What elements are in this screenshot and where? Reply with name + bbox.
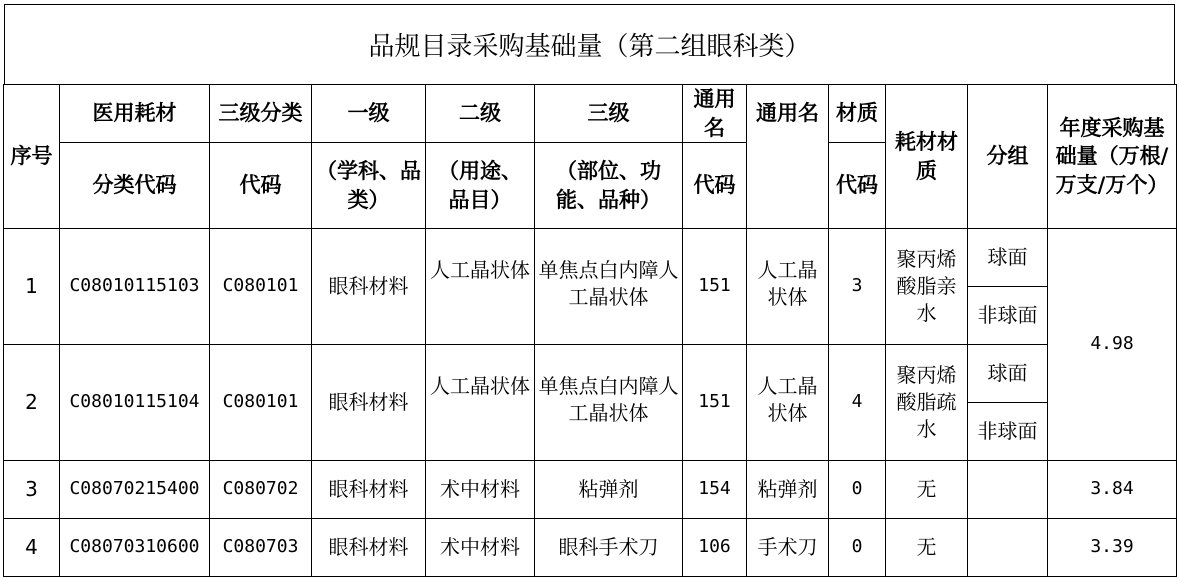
cell-group-2[interactable]: 非球面 [968, 287, 1048, 345]
cell-code[interactable]: C08070310600 [60, 519, 210, 577]
cell-material[interactable]: 无 [886, 461, 968, 519]
cell-group[interactable] [968, 461, 1048, 519]
header-gname[interactable]: 通用名 [747, 85, 829, 229]
header-mat-bottom[interactable]: 代码 [829, 143, 886, 229]
cell-gcode[interactable]: 154 [683, 461, 747, 519]
table-row [4, 229, 1177, 287]
cell-qty-merged[interactable]: 4.98 [1048, 229, 1177, 461]
data-table [3, 84, 1177, 577]
cell-mcode[interactable]: 4 [829, 345, 886, 461]
cell-gname[interactable]: 人工晶状体 [747, 229, 829, 345]
table-row [4, 345, 1177, 403]
cell-lv3[interactable]: 眼科手术刀 [535, 519, 683, 577]
cell-gcode[interactable]: 151 [683, 229, 747, 345]
cell-l3[interactable]: C080101 [210, 229, 312, 345]
cell-mcode[interactable]: 0 [829, 461, 886, 519]
cell-l3[interactable]: C080101 [210, 345, 312, 461]
cell-seq[interactable]: 3 [4, 461, 60, 519]
cell-gcode[interactable]: 151 [683, 345, 747, 461]
cell-seq[interactable]: 1 [4, 229, 60, 345]
header-material[interactable]: 耗材材质 [886, 85, 968, 229]
header-lv2-bottom[interactable]: （用途、品目） [426, 143, 535, 229]
cell-lv1[interactable]: 眼科材料 [312, 345, 426, 461]
header-lv1-top[interactable]: 一级 [312, 85, 426, 143]
cell-qty[interactable]: 3.39 [1048, 519, 1177, 577]
cell-lv3[interactable]: 单焦点白内障人工晶状体 [535, 229, 683, 345]
table-row [4, 461, 1177, 519]
cell-material[interactable]: 聚丙烯酸脂亲水 [886, 229, 968, 345]
cell-mcode[interactable]: 3 [829, 229, 886, 345]
cell-lv2[interactable]: 人工晶状体 [426, 345, 535, 461]
cell-lv2[interactable]: 术中材料 [426, 461, 535, 519]
sheet-title: 品规目录采购基础量（第二组眼科类） [4, 4, 1175, 84]
cell-gname[interactable]: 粘弹剂 [747, 461, 829, 519]
cell-l3[interactable]: C080702 [210, 461, 312, 519]
cell-lv1[interactable]: 眼科材料 [312, 229, 426, 345]
header-seq[interactable]: 序号 [4, 85, 60, 229]
cell-code[interactable]: C08070215400 [60, 461, 210, 519]
cell-qty[interactable]: 3.84 [1048, 461, 1177, 519]
cell-group-1[interactable]: 球面 [968, 229, 1048, 287]
cell-group[interactable] [968, 519, 1048, 577]
cell-mcode[interactable]: 0 [829, 519, 886, 577]
cell-gname[interactable]: 手术刀 [747, 519, 829, 577]
cell-lv3[interactable]: 粘弹剂 [535, 461, 683, 519]
header-lv3-top[interactable]: 三级 [535, 85, 683, 143]
cell-l3[interactable]: C080703 [210, 519, 312, 577]
header-gen-top[interactable]: 通用名 [683, 85, 747, 143]
cell-lv1[interactable]: 眼科材料 [312, 461, 426, 519]
table-row [4, 519, 1177, 577]
cell-lv2[interactable]: 术中材料 [426, 519, 535, 577]
header-row-1 [4, 85, 1177, 143]
cell-lv2[interactable]: 人工晶状体 [426, 229, 535, 345]
cell-seq[interactable]: 4 [4, 519, 60, 577]
header-lv2-top[interactable]: 二级 [426, 85, 535, 143]
cell-lv1[interactable]: 眼科材料 [312, 519, 426, 577]
cell-lv3[interactable]: 单焦点白内障人工晶状体 [535, 345, 683, 461]
cell-gname[interactable]: 人工晶状体 [747, 345, 829, 461]
cell-code[interactable]: C08010115103 [60, 229, 210, 345]
cell-code[interactable]: C08010115104 [60, 345, 210, 461]
header-gen-bottom[interactable]: 代码 [683, 143, 747, 229]
header-l3-bottom[interactable]: 代码 [210, 143, 312, 229]
cell-material[interactable]: 无 [886, 519, 968, 577]
cell-group-1[interactable]: 球面 [968, 345, 1048, 403]
header-l3-top[interactable]: 三级分类 [210, 85, 312, 143]
cell-material[interactable]: 聚丙烯酸脂疏水 [886, 345, 968, 461]
header-med-bottom[interactable]: 分类代码 [60, 143, 210, 229]
header-med-top[interactable]: 医用耗材 [60, 85, 210, 143]
header-lv1-bottom[interactable]: （学科、品类） [312, 143, 426, 229]
header-group[interactable]: 分组 [968, 85, 1048, 229]
cell-group-2[interactable]: 非球面 [968, 403, 1048, 461]
header-mat-top[interactable]: 材质 [829, 85, 886, 143]
cell-gcode[interactable]: 106 [683, 519, 747, 577]
cell-seq[interactable]: 2 [4, 345, 60, 461]
header-qty[interactable]: 年度采购基础量（万根/万支/万个） [1048, 85, 1177, 229]
header-lv3-bottom[interactable]: （部位、功能、品种） [535, 143, 683, 229]
